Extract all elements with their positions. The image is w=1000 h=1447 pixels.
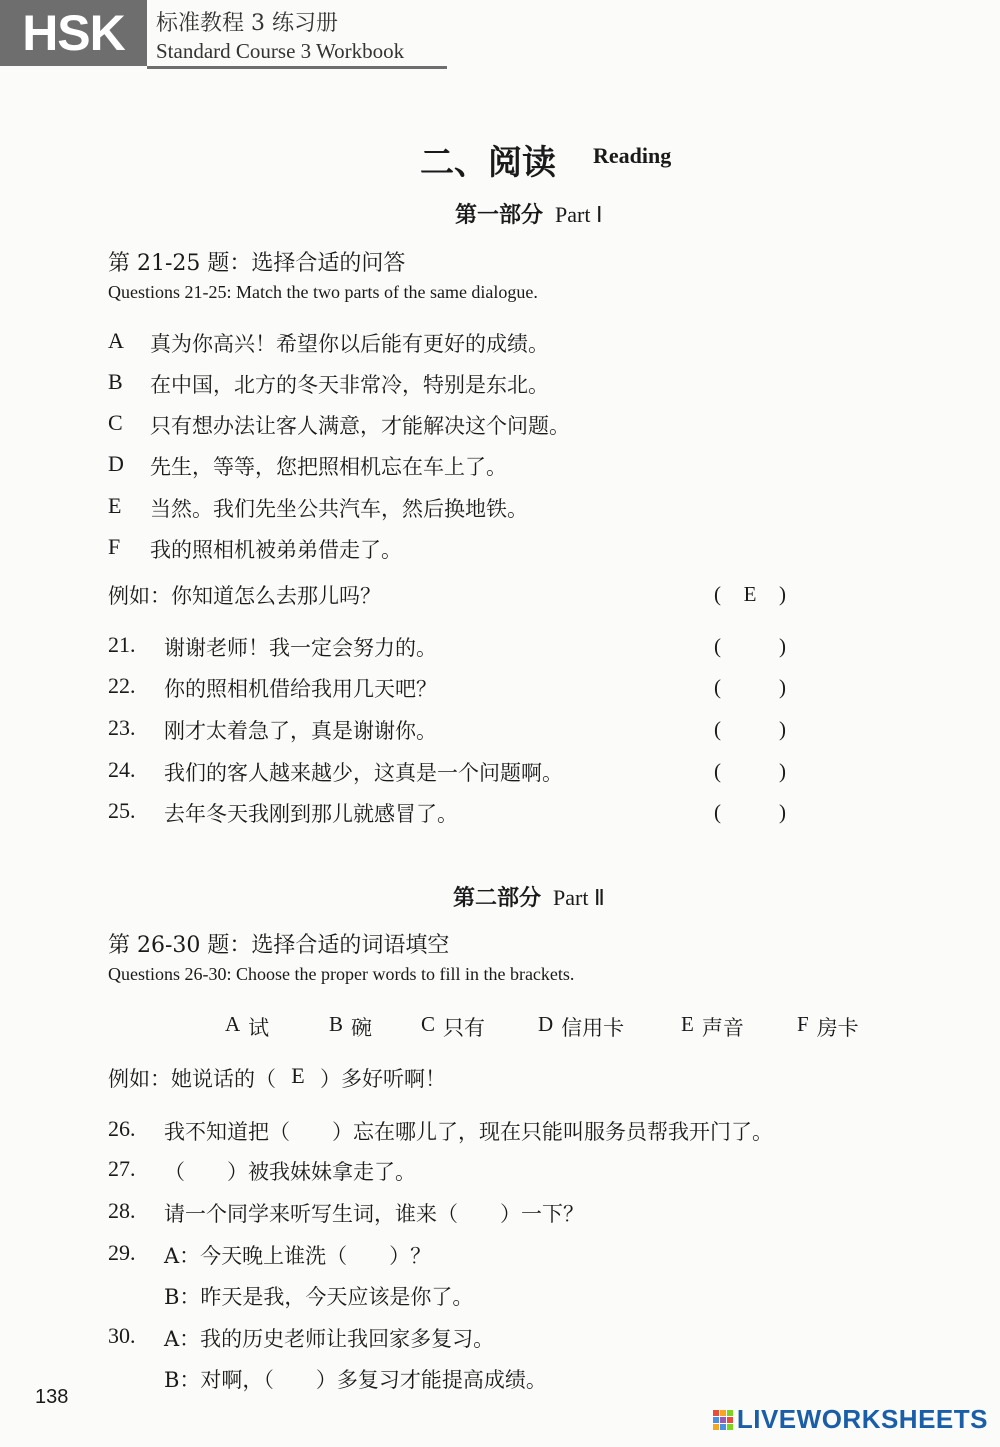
word-option-b (329, 1012, 421, 1042)
option-letter: A (108, 328, 124, 353)
question-25 (108, 798, 458, 828)
option-letter: D (108, 451, 124, 476)
word-text: 试 (248, 1016, 270, 1040)
question-22 (108, 673, 437, 703)
option-d (108, 451, 507, 481)
paren-open: ( (714, 582, 721, 606)
word-option-e (681, 1012, 797, 1042)
word-option-f (797, 1012, 859, 1042)
word-text: 信用卡 (561, 1016, 625, 1040)
example-answer-blank (714, 582, 786, 607)
question-number: 26. (108, 1116, 136, 1141)
question-30-line-2 (164, 1364, 547, 1394)
part2-title-en: Part Ⅱ (553, 885, 605, 910)
option-letter: C (108, 410, 123, 435)
part1-example (108, 580, 381, 610)
liveworksheets-text: LIVEWORKSHEETS (736, 1404, 988, 1434)
question-number: 22. (108, 673, 136, 698)
paren-open: ( (714, 800, 721, 824)
question-text[interactable]: A：今天晚上谁洗（ ）？ (164, 1244, 432, 1268)
section-title-en: Reading (593, 143, 672, 168)
book-title-en: Standard Course 3 Workbook (156, 39, 405, 63)
option-e (108, 493, 528, 523)
word-letter: A (225, 1012, 241, 1036)
question-text: 你的照相机借给我用几天吧？ (164, 677, 437, 701)
answer-blank-24[interactable] (714, 759, 786, 784)
part2-instruction-en: Questions 26-30: Choose the proper words to fill in the brackets. (108, 964, 575, 984)
question-text[interactable]: 我不知道把（ ）忘在哪儿了，现在只能叫服务员帮我开门了。 (164, 1120, 773, 1144)
word-letter: D (538, 1012, 554, 1036)
question-number: 23. (108, 715, 136, 740)
paren-close: ) (779, 675, 786, 699)
example-suffix: ）多好听啊！ (320, 1067, 446, 1091)
part2-instruction-cn: 第 26-30 题：选择合适的词语填空 (108, 933, 450, 958)
option-text: 只有想办法让客人满意，才能解决这个问题。 (150, 414, 570, 438)
word-letter: F (797, 1012, 809, 1036)
question-number: 27. (108, 1156, 136, 1181)
part2-title (453, 881, 605, 912)
liveworksheets-watermark (713, 1404, 988, 1435)
question-28 (108, 1198, 584, 1228)
paren-close: ) (779, 634, 786, 658)
option-letter: E (108, 493, 122, 518)
option-b (108, 369, 549, 399)
option-text: 先生，等等，您把照相机忘在车上了。 (150, 455, 507, 479)
question-text: 谢谢老师！我一定会努力的。 (164, 636, 437, 660)
paren-close: ) (779, 717, 786, 741)
word-letter: C (421, 1012, 436, 1036)
option-c (108, 410, 570, 440)
question-number: 25. (108, 798, 136, 823)
option-text: 我的照相机被弟弟借走了。 (150, 538, 402, 562)
paren-close: ) (779, 759, 786, 783)
question-27 (108, 1156, 416, 1186)
word-text: 只有 (443, 1016, 486, 1040)
answer-input[interactable] (721, 759, 779, 784)
question-30 (108, 1323, 494, 1353)
question-number: 30. (108, 1323, 136, 1348)
question-21 (108, 632, 437, 662)
word-text: 声音 (701, 1016, 744, 1040)
word-letter: B (329, 1012, 344, 1036)
question-text: 刚才太着急了，真是谢谢你。 (164, 719, 437, 743)
word-option-d (538, 1012, 681, 1042)
word-text: 房卡 (816, 1016, 859, 1040)
liveworksheets-logo-icon (713, 1410, 733, 1430)
answer-blank-21[interactable] (714, 634, 786, 659)
paren-open: ( (714, 634, 721, 658)
question-24 (108, 757, 563, 787)
part1-instruction-en: Questions 21-25: Match the two parts of the same dialogue. (108, 282, 538, 302)
answer-input[interactable] (721, 717, 779, 742)
word-option-a (225, 1012, 329, 1042)
option-letter: B (108, 369, 123, 394)
question-26 (108, 1116, 773, 1146)
answer-blank-22[interactable] (714, 675, 786, 700)
example-prefix: 例如：她说话的（ (108, 1067, 276, 1091)
example-text: 例如：你知道怎么去那儿吗？ (108, 584, 381, 608)
question-text[interactable]: 请一个同学来听写生词，谁来（ ）一下？ (164, 1202, 584, 1226)
option-f (108, 534, 402, 564)
question-text: 我们的客人越来越少，这真是一个问题啊。 (164, 761, 563, 785)
option-text: 真为你高兴！希望你以后能有更好的成绩。 (150, 332, 549, 356)
section-title-cn: 二、阅读 (420, 143, 556, 183)
question-number: 28. (108, 1198, 136, 1223)
word-bank (225, 1012, 859, 1042)
answer-input[interactable] (721, 634, 779, 659)
part1-title-cn: 第一部分 (455, 202, 544, 228)
question-number: 21. (108, 632, 136, 657)
word-letter: E (681, 1012, 694, 1036)
question-number: 24. (108, 757, 136, 782)
option-text: 当然。我们先坐公共汽车，然后换地铁。 (150, 497, 528, 521)
answer-blank-23[interactable] (714, 717, 786, 742)
answer-input[interactable] (721, 800, 779, 825)
book-title-cn: 标准教程 3 练习册 (156, 11, 338, 36)
word-text: 碗 (351, 1016, 373, 1040)
part1-title (455, 198, 602, 229)
question-23 (108, 715, 437, 745)
example-answer: E (291, 1063, 305, 1088)
paren-open: ( (714, 759, 721, 783)
example-answer: E (743, 582, 757, 606)
paren-close: ) (779, 582, 786, 606)
part1-instruction-cn: 第 21-25 题：选择合适的问答 (108, 251, 406, 276)
question-text[interactable]: B：对啊，（ ）多复习才能提高成绩。 (164, 1368, 547, 1392)
part2-example (108, 1063, 446, 1093)
paren-open: ( (714, 717, 721, 741)
option-a (108, 328, 549, 358)
question-text: 去年冬天我刚到那儿就感冒了。 (164, 802, 458, 826)
answer-blank-25[interactable] (714, 800, 786, 825)
question-29-line-2 (164, 1281, 473, 1311)
hsk-badge: HSK (0, 0, 147, 66)
page-number: 138 (35, 1386, 69, 1408)
part1-title-en: Part Ⅰ (555, 202, 603, 227)
answer-input[interactable] (721, 675, 779, 700)
paren-open: ( (714, 675, 721, 699)
paren-close: ) (779, 800, 786, 824)
option-letter: F (108, 534, 121, 559)
question-text[interactable]: （ ）被我妹妹拿走了。 (164, 1160, 416, 1184)
option-text: 在中国，北方的冬天非常冷，特别是东北。 (150, 373, 549, 397)
part2-title-cn: 第二部分 (453, 885, 542, 911)
word-option-c (421, 1012, 538, 1042)
question-number: 29. (108, 1240, 136, 1265)
question-text: B：昨天是我，今天应该是你了。 (164, 1285, 474, 1309)
question-text: A：我的历史老师让我回家多复习。 (164, 1327, 495, 1351)
question-29 (108, 1240, 431, 1270)
